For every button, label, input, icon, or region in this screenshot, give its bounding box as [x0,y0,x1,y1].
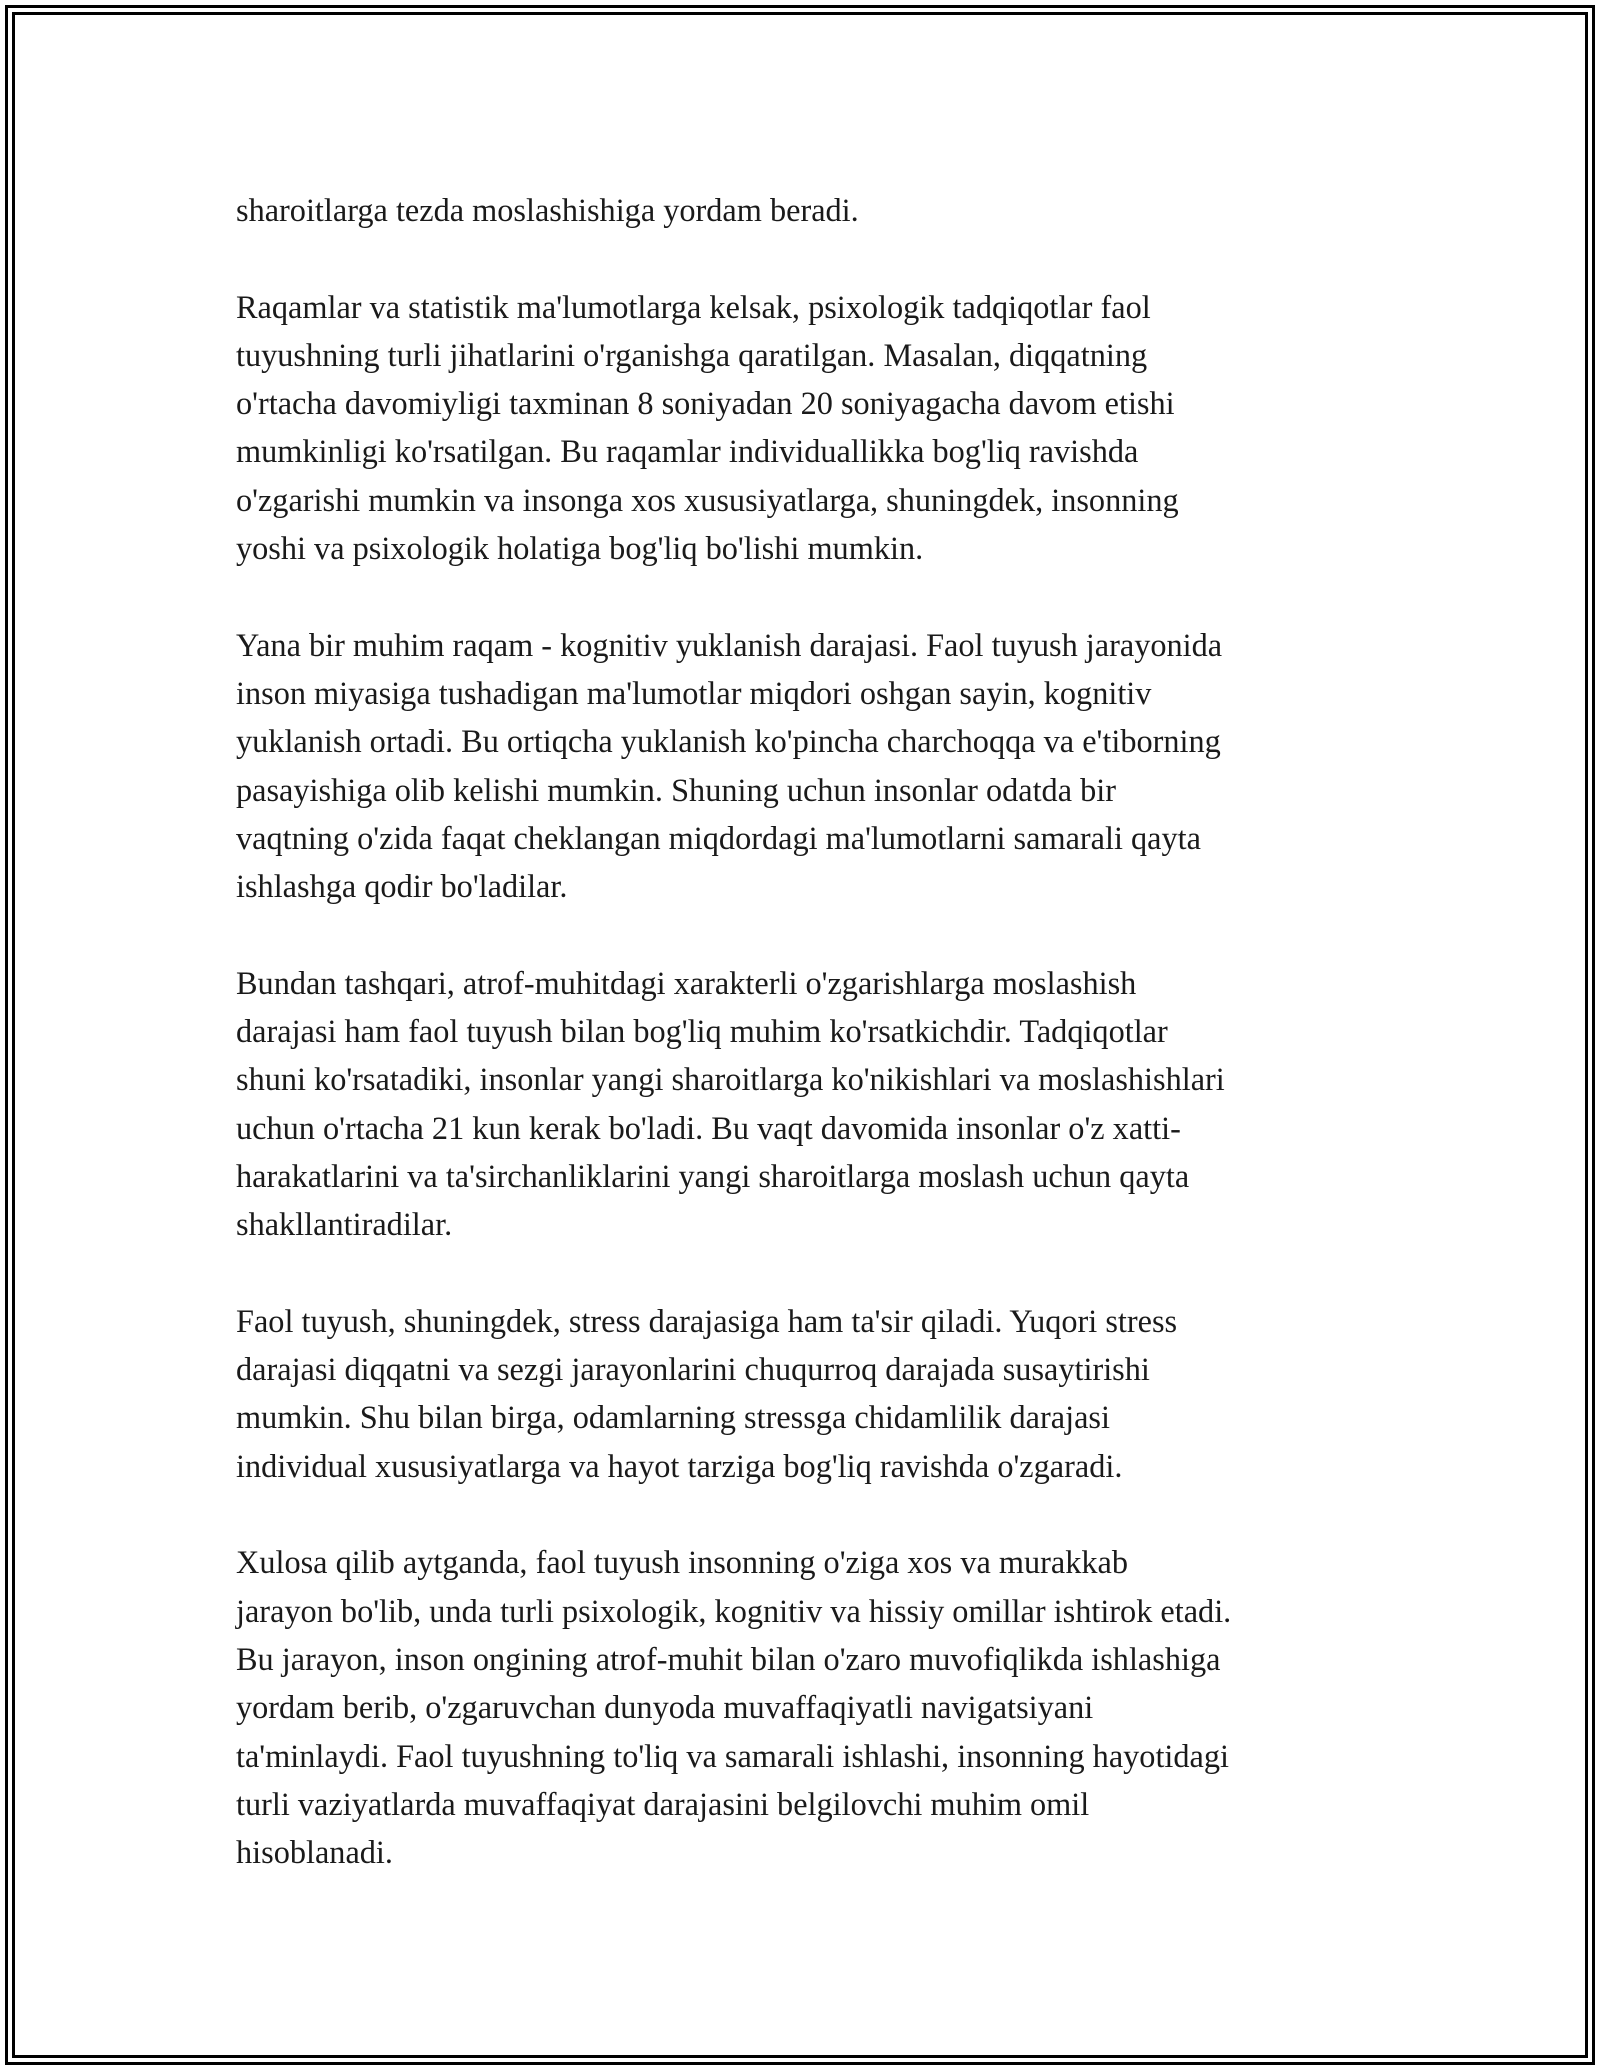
document-body [236,186,1381,1876]
paragraph: Raqamlar va statistik ma'lumotlarga kelsak, psixologik tadqiqotlar faol tuyushning turli jihatlarini o'rganishga qaratilgan. Masalan, diqqatning o'rtacha davomiyligi taxminan 8 soniyadan 20 soniyagacha davom etishi mumkinligi ko'rsatilgan. Bu raqamlar individuallikka bog'liq ravishda o'zgarishi mumkin va insonga xos xususiyatlarga, shuningdek, insonning yoshi va psixologik holatiga bog'liq bo'lishi mumkin. [236,288,1179,567]
paragraph: Yana bir muhim raqam - kognitiv yuklanish darajasi. Faol tuyush jarayonida inson miyasiga tushadigan ma'lumotlar miqdori oshgan sayin, kognitiv yuklanish ortadi. Bu ortiqcha yuklanish ko'pincha charchoqqa va e'tiborning pasayishiga olib kelishi mumkin. Shuning uchun insonlar odatda bir vaqtning o'zida faqat cheklangan miqdordagi ma'lumotlarni samarali qayta ishlashga qodir bo'ladilar. [236,626,1223,905]
paragraph: Faol tuyush, shuningdek, stress darajasiga ham ta'sir qiladi. Yuqori stress darajasi diqqatni va sezgi jarayonlarini chuqurroq darajada susaytirishi mumkin. Shu bilan birga, odamlarning stressga chidamlilik darajasi individual xususiyatlarga va hayot tarziga bog'liq ravishda o'zgaradi. [236,1302,1178,1484]
paragraph: Xulosa qilib aytganda, faol tuyush insonning o'ziga xos va murakkab jarayon bo'lib, unda turli psixologik, kognitiv va hissiy omillar ishtirok etadi. Bu jarayon, inson ongining atrof-muhit bilan o'zaro muvofiqlikda ishlashiga yordam berib, o'zgaruvchan dunyoda muvaffaqiyatli navigatsiyani ta'minlaydi. Faol tuyushning to'liq va samarali ishlashi, insonning hayotidagi turli vaziyatlarda muvaffaqiyat darajasini belgilovchi muhim omil hisoblanadi. [236,1544,1232,1871]
paragraph: Bundan tashqari, atrof-muhitdagi xarakterli o'zgarishlarga moslashish darajasi ham faol tuyush bilan bog'liq muhim ko'rsatkichdir. Tadqiqotlar shuni ko'rsatadiki, insonlar yangi sharoitlarga ko'nikishlari va moslashishlari uchun o'rtacha 21 kun kerak bo'ladi. Bu vaqt davomida insonlar o'z xatti- harakatlarini va ta'sirchanliklarini yangi sharoitlarga moslash uchun qayta shakllantiradilar. [236,964,1225,1243]
paragraph: sharoitlarga tezda moslashishiga yordam beradi. [236,192,859,228]
